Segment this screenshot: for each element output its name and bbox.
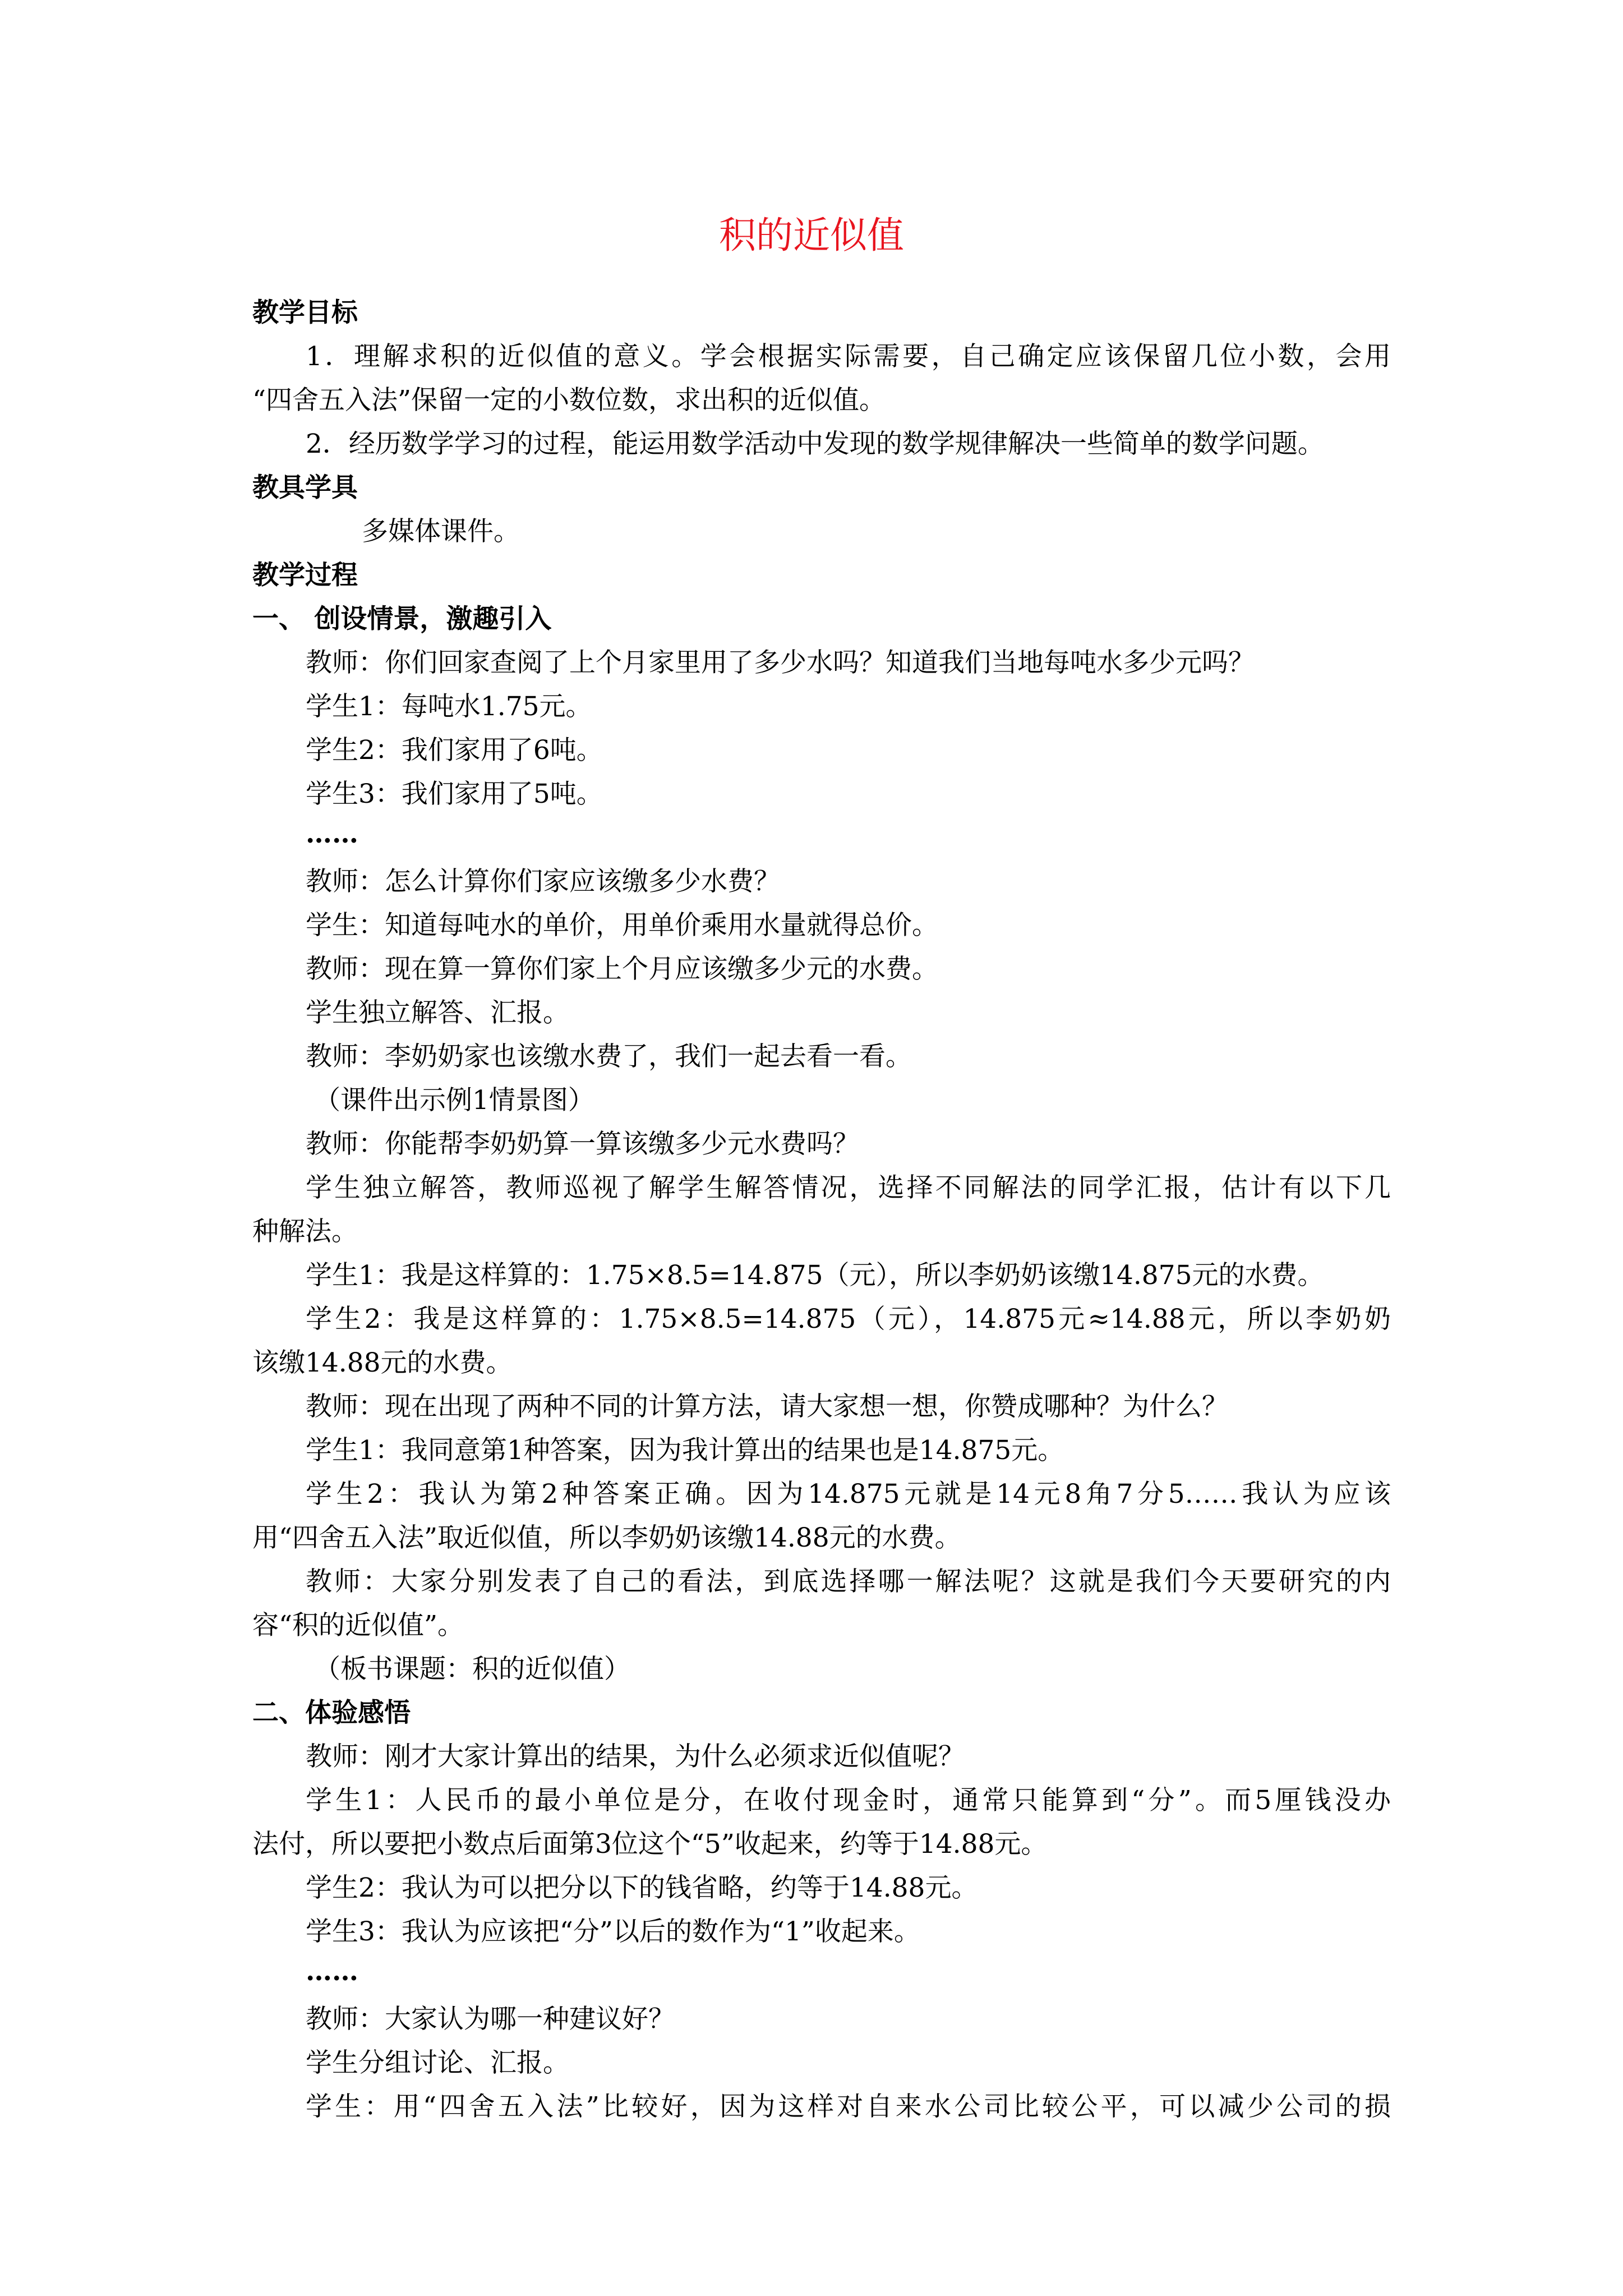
heading-process: 教学过程 <box>252 560 358 591</box>
paragraph-line: 种解法。 <box>252 1216 358 1247</box>
document-title: 积的近似值 <box>719 214 904 257</box>
heading-materials: 教具学具 <box>252 472 358 503</box>
paragraph-line: 教师：刚才大家计算出的结果，为什么必须求近似值呢？ <box>306 1741 965 1772</box>
paragraph-line: 学生：用“四舍五入法”比较好，因为这样对自来水公司比较公平，可以减少公司的损 <box>306 2091 1391 2122</box>
paragraph-line: （课件出示例1情景图） <box>314 1085 594 1116</box>
ellipsis-line: …… <box>306 1956 358 1987</box>
paragraph-line: 学生1：人民币的最小单位是分，在收付现金时，通常只能算到“分”。而5厘钱没办 <box>306 1785 1391 1816</box>
ellipsis-line: …… <box>306 818 358 849</box>
paragraph-line: 教师：李奶奶家也该缴水费了，我们一起去看一看。 <box>306 1041 912 1072</box>
paragraph-line: 学生独立解答、汇报。 <box>306 997 569 1028</box>
paragraph-line: 用“四舍五入法”取近似值，所以李奶奶该缴14.88元的水费。 <box>252 1522 961 1553</box>
paragraph-line: 学生1：我同意第1种答案，因为我计算出的结果也是14.875元。 <box>306 1435 1064 1466</box>
paragraph-line: 1．理解求积的近似值的意义。学会根据实际需要，自己确定应该保留几位小数，会用 <box>306 341 1391 372</box>
heading-section-2: 二、体验感悟 <box>252 1697 411 1728</box>
paragraph-line: 学生1：每吨水1.75元。 <box>306 691 592 722</box>
paragraph-line: 学生3：我们家用了5吨。 <box>306 779 603 809</box>
paragraph-line: 教师：现在算一算你们家上个月应该缴多少元的水费。 <box>306 954 938 984</box>
heading-section-1: 一、 创设情景，激趣引入 <box>252 604 552 634</box>
paragraph-line: 学生1：我是这样算的：1.75×8.5=14.875（元），所以李奶奶该缴14.875元的水费。 <box>306 1260 1324 1291</box>
paragraph-line: 学生2：我们家用了6吨。 <box>306 735 603 766</box>
paragraph-line: 容“积的近似值”。 <box>252 1610 464 1641</box>
paragraph-line: 教师：大家认为哪一种建议好？ <box>306 2004 675 2035</box>
paragraph-line: “四舍五入法”保留一定的小数位数，求出积的近似值。 <box>252 385 886 416</box>
paragraph-line: 法付，所以要把小数点后面第3位这个“5”收起来，约等于14.88元。 <box>252 1829 1048 1860</box>
paragraph-line: 学生：知道每吨水的单价，用单价乘用水量就得总价。 <box>306 910 938 941</box>
paragraph-line: 教师：你能帮李奶奶算一算该缴多少元水费吗？ <box>306 1129 859 1159</box>
paragraph-line: 学生2：我认为可以把分以下的钱省略，约等于14.88元。 <box>306 1872 978 1903</box>
paragraph-line: 2．经历数学学习的过程，能运用数学活动中发现的数学规律解决一些简单的数学问题。 <box>306 429 1324 459</box>
paragraph-line: 教师：现在出现了两种不同的计算方法，请大家想一想，你赞成哪种？为什么？ <box>306 1391 1228 1422</box>
paragraph-line: 教师：怎么计算你们家应该缴多少水费？ <box>306 866 780 897</box>
paragraph-line: 教师：大家分别发表了自己的看法，到底选择哪一解法呢？这就是我们今天要研究的内 <box>306 1566 1391 1597</box>
paragraph-line: 学生分组讨论、汇报。 <box>306 2047 569 2078</box>
paragraph-line: （板书课题：积的近似值） <box>314 1654 630 1685</box>
paragraph-line: 学生3：我认为应该把“分”以后的数作为“1”收起来。 <box>306 1916 920 1947</box>
paragraph-line: 学生独立解答，教师巡视了解学生解答情况，选择不同解法的同学汇报，估计有以下几 <box>306 1172 1391 1203</box>
paragraph-line: 该缴14.88元的水费。 <box>252 1347 513 1378</box>
paragraph-line: 教师：你们回家查阅了上个月家里用了多少水吗？知道我们当地每吨水多少元吗？ <box>306 647 1255 678</box>
heading-objectives: 教学目标 <box>252 297 358 328</box>
paragraph-line: 学生2：我认为第2种答案正确。因为14.875元就是14元8角7分5……我认为应该 <box>306 1479 1391 1510</box>
paragraph-line: 多媒体课件。 <box>362 516 520 547</box>
paragraph-line: 学生2：我是这样算的：1.75×8.5=14.875（元），14.875元≈14.88元，所以李奶奶 <box>306 1304 1391 1335</box>
